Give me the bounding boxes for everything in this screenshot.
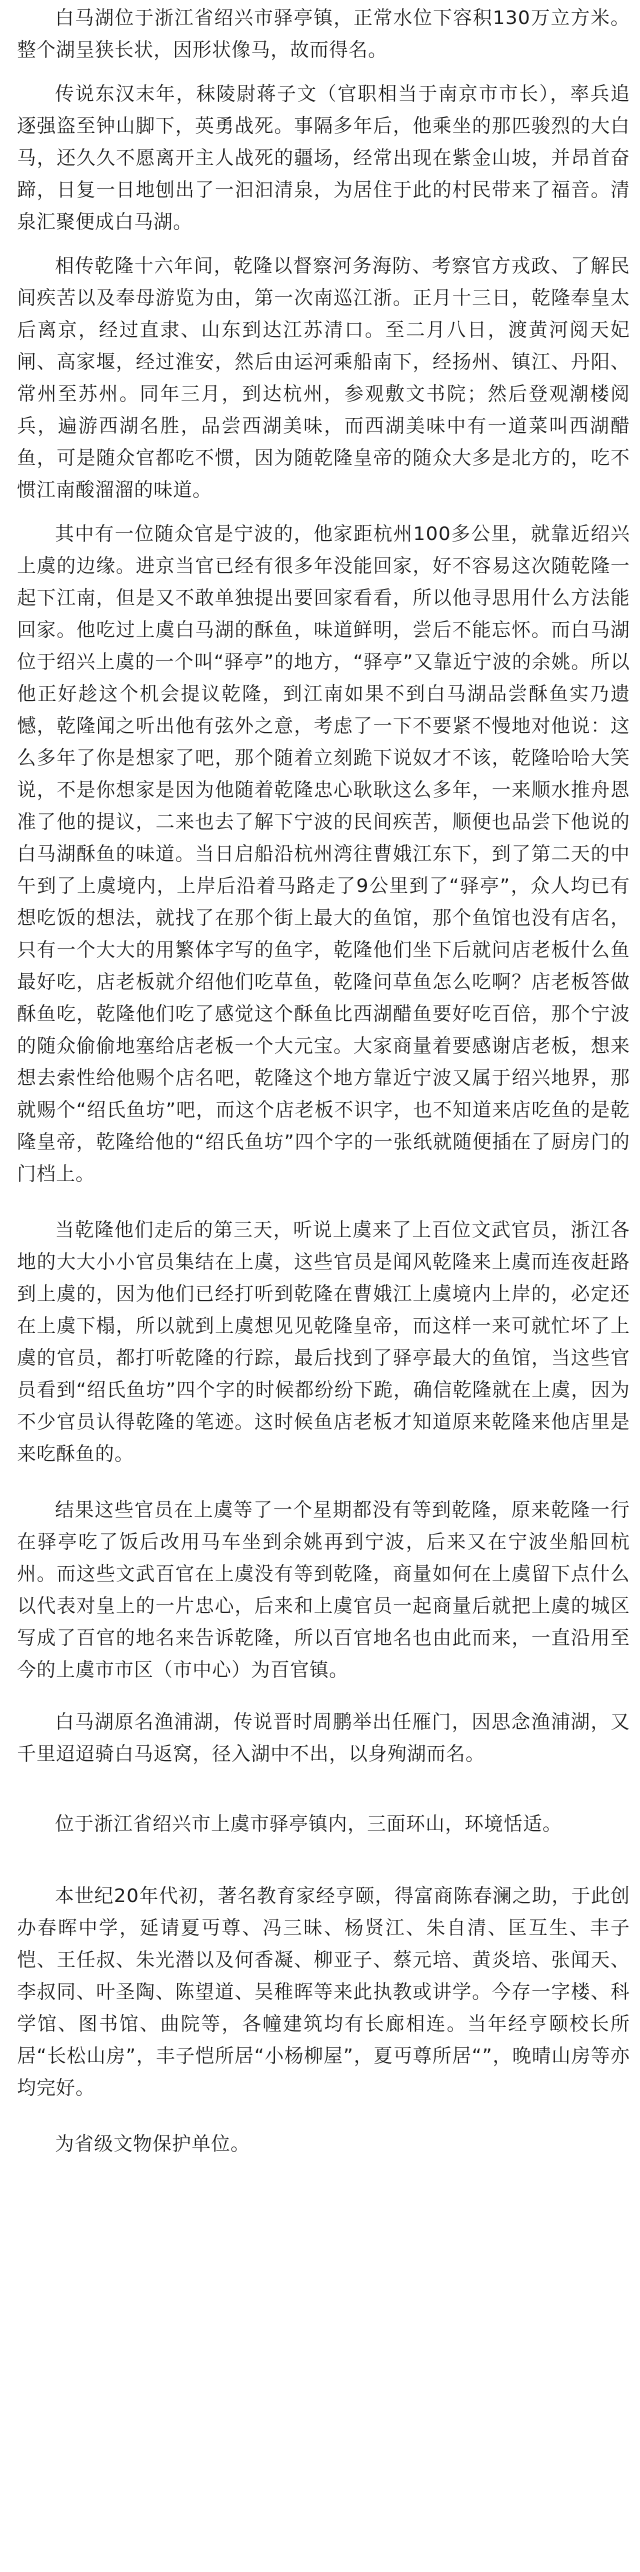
paragraph-baiguan-name-origin: 结果这些官员在上虞等了一个星期都没有等到乾隆，原来乾隆一行在驿亭吃了饭后改用马车坐到余姚再到宁波，后来又在宁波坐船回杭州。而这些文武百官在上虞没有等到乾隆，商量如何在上虞留下点什么以代表对皇上的一片忠心，后来和上虞官员一起商量后就把上虞的城区写成了百官的地名来告诉乾隆，所以百官地名也由此而来，一直沿用至今的上虞市市区（市中心）为百官镇。 — [17, 1499, 630, 1681]
paragraph-chunhui-school: 本世纪20年代初，著名教育家经亨颐，得富商陈春澜之助，于此创办春晖中学，延请夏丏尊、冯三昧、杨贤江、朱自清、匡互生、丰子恺、王任叔、朱光潜以及何香凝、柳亚子、蔡元培、黄炎培、张闻天、李叔同、叶圣陶、陈望道、吴稚晖等来此执教或讲学。今存一字楼、科学馆、图书馆、曲院等，各幢建筑均有长廊相连。当年经亨颐校长所居“长松山房”，丰子恺所居“小杨柳屋”，夏丏尊所居“”，晚晴山房等亦均完好。 — [17, 1885, 630, 2099]
paragraph-ningbo-official-fish-shop: 其中有一位随众官是宁波的，他家距杭州100多公里，就靠近绍兴上虞的边缘。进京当官已经有很多年没能回家，好不容易这次随乾隆一起下江南，但是又不敢单独提出要回家看看，所以他寻思用什么方法能回家。他吃过上虞白马湖的酥鱼，味道鲜明，尝后不能忘怀。而白马湖位于绍兴上虞的一个叫“驿亭”的地方，“驿亭”又靠近宁波的余姚。所以他正好趁这个机会提议乾隆，到江南如果不到白马湖品尝酥鱼实乃遗憾，乾隆闻之听出他有弦外之意，考虑了一下不要紧不慢地对他说：这么多年了你是想家了吧，那个随着立刻跪下说奴才不该，乾隆哈哈大笑说，不是你想家是因为他随着乾隆忠心耿耿这么多年，一来顺水推舟恩准了他的提议，二来也去了解下宁波的民间疾苦，顺便也品尝下他说的白马湖酥鱼的味道。当日启船沿杭州湾往曹娥江东下，到了第二天的中午到了上虞境内，上岸后沿着马路走了9公里到了“驿亭”，众人均已有想吃饭的想法，就找了在那个街上最大的鱼馆，那个鱼馆也没有店名，只有一个大大的用繁体字写的鱼字，乾隆他们坐下后就问店老板什么鱼最好吃，店老板就介绍他们吃草鱼，乾隆问草鱼怎么吃啊？店老板答做酥鱼吃，乾隆他们吃了感觉这个酥鱼比西湖醋鱼要好吃百倍，那个宁波的随众偷偷地塞给店老板一个大元宝。大家商量着要感谢店老板，想来想去索性给他赐个店名吧，乾隆这个地方靠近宁波又属于绍兴地界，那就赐个“绍氏鱼坊”吧，而这个店老板不识字，也不知道来店吃鱼的是乾隆皇帝，乾隆给他的“绍氏鱼坊”四个字的一张纸就随便插在了厨房门的门档上。 — [17, 523, 630, 1185]
paragraph-legend-jiang-ziwen: 传说东汉末年，秣陵尉蒋子文（官职相当于南京市市长），率兵追逐强盗至钟山脚下，英勇战死。事隔多年后，他乘坐的那匹骏烈的大白马，还久久不愿离开主人战死的疆场，经常出现在紫金山坡，并昂首奋蹄，日复一日地刨出了一汩汩清泉，为居住于此的村民带来了福音。清泉汇聚便成白马湖。 — [17, 83, 630, 233]
paragraph-location: 位于浙江省绍兴市上虞市驿亭镇内，三面环山，环境恬适。 — [55, 1813, 563, 1835]
paragraph-heritage-status: 为省级文物保护单位。 — [55, 2133, 251, 2155]
paragraph-lake-intro: 白马湖位于浙江省绍兴市驿亭镇，正常水位下容积130万立方米。整个湖呈狭长状，因形状像马，故而得名。 — [17, 7, 630, 61]
paragraph-officials-gather: 当乾隆他们走后的第三天，听说上虞来了上百位文武官员，浙江各地的大大小小官员集结在上虞，这些官员是闻风乾隆来上虞而连夜赶路到上虞的，因为他们已经打听到乾隆在曹娥江上虞境内上岸的，必定还在上虞下榻，所以就到上虞想见见乾隆皇帝，而这样一来可就忙坏了上虞的官员，都打听乾隆的行踪，最后找到了驿亭最大的鱼馆，当这些官员看到“绍氏鱼坊”四个字的时候都纷纷下跪，确信乾隆就在上虞，因为不少官员认得乾隆的笔迹。这时候鱼店老板才知道原来乾隆来他店里是来吃酥鱼的。 — [17, 1219, 630, 1465]
paragraph-original-name: 白马湖原名渔浦湖，传说晋时周鹏举出任雁门，因思念渔浦湖，又千里迢迢骑白马返窝，径入湖中不出，以身殉湖而名。 — [17, 1711, 630, 1765]
paragraph-qianlong-southern-tour: 相传乾隆十六年间，乾隆以督察河务海防、考察官方戎政、了解民间疾苦以及奉母游览为由，第一次南巡江浙。正月十三日，乾隆奉皇太后离京，经过直隶、山东到达江苏清口。至二月八日，渡黄河阅天妃闸、高家堰，经过淮安，然后由运河乘船南下，经扬州、镇江、丹阳、常州至苏州。同年三月，到达杭州，参观敷文书院；然后登观潮楼阅兵，遍游西湖名胜，品尝西湖美味，而西湖美味中有一道菜叫西湖醋鱼，可是随众官都吃不惯，因为随乾隆皇帝的随众大多是北方的，吃不惯江南酸溜溜的味道。 — [17, 255, 630, 501]
